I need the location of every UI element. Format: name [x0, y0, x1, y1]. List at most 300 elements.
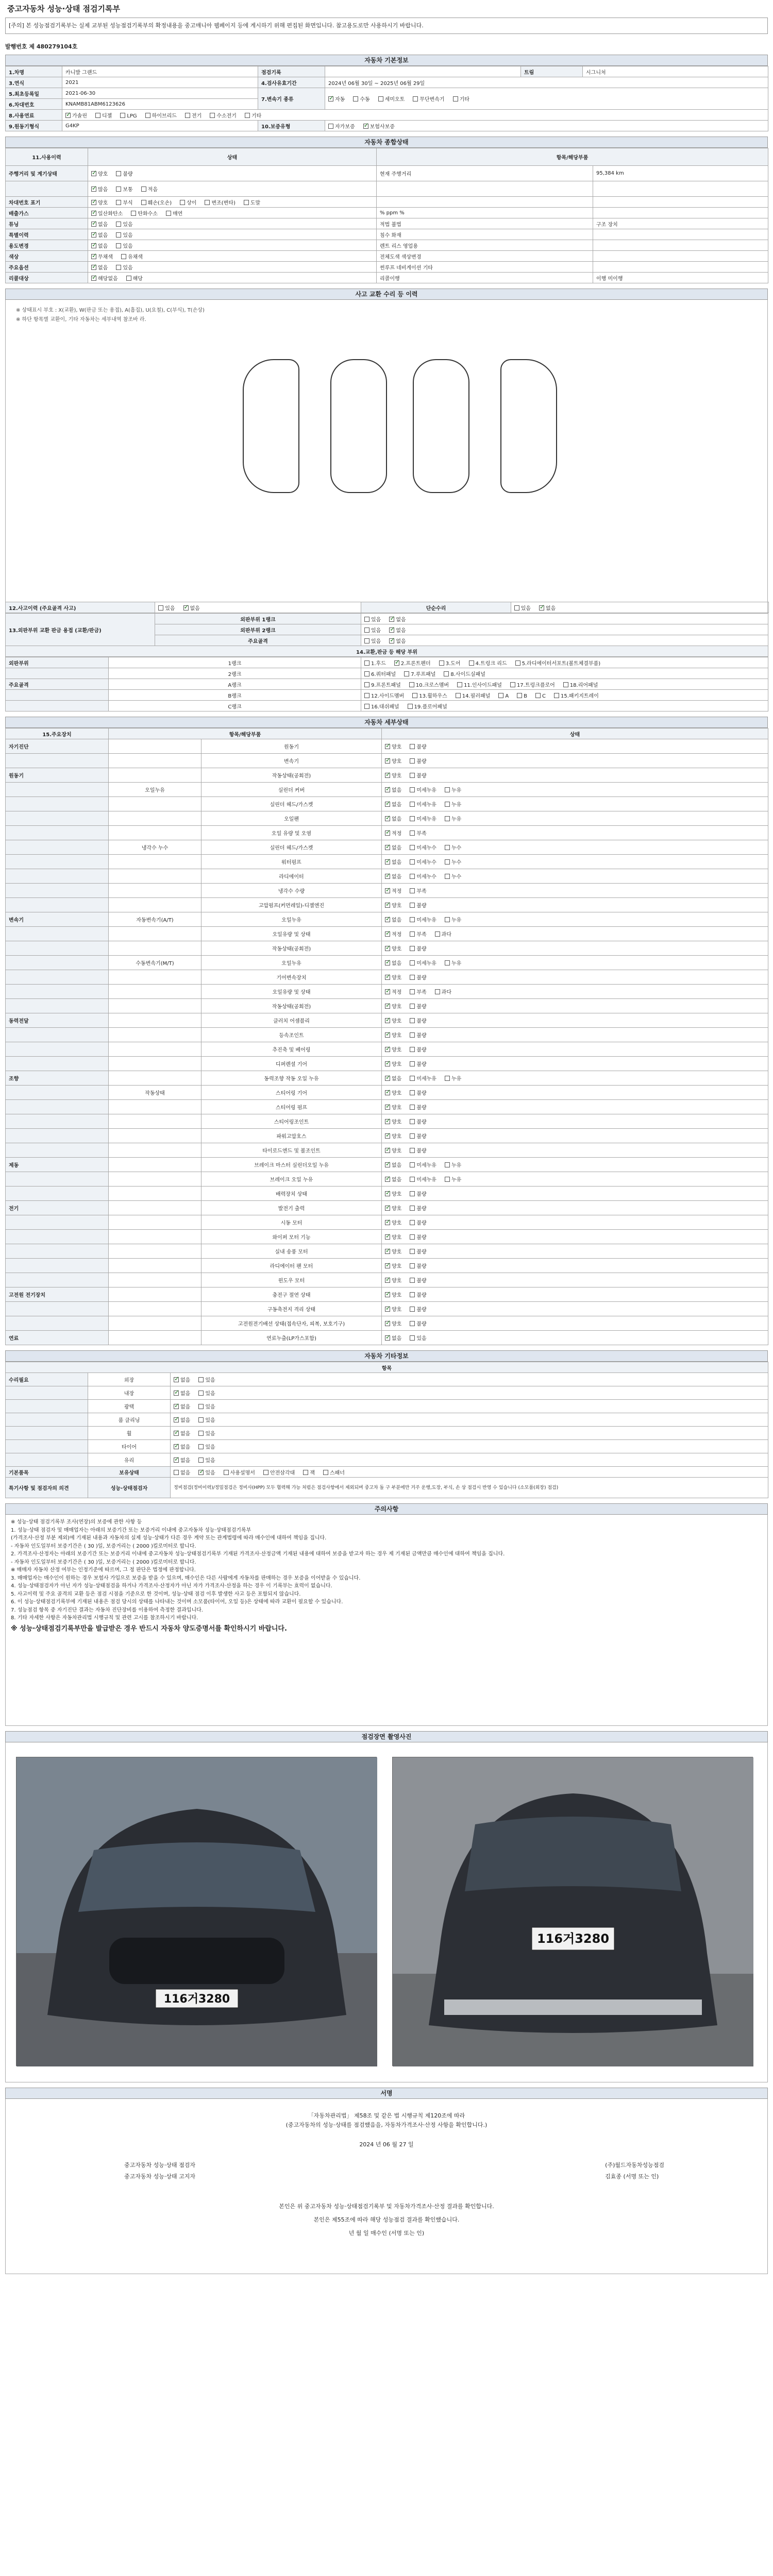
option-cell: 있음✓ 없음	[361, 635, 768, 646]
label: 외판부위 2랭크	[155, 624, 361, 635]
status-cell	[382, 1302, 768, 1316]
option[interactable]: 미세누수	[410, 872, 436, 880]
option[interactable]: 적음	[141, 185, 158, 193]
option[interactable]: ✓ 양호	[385, 1190, 401, 1197]
item-label: 내장	[88, 1386, 171, 1400]
label: 기본품목	[6, 1467, 88, 1478]
option[interactable]: ✓ 없음	[174, 1389, 190, 1397]
option[interactable]: 8.사이드실패널	[444, 670, 485, 677]
option[interactable]: ✓ 없음	[385, 959, 401, 967]
buyer-signature[interactable]: 년 월 일 매수인 (서명 또는 인)	[348, 2230, 425, 2236]
status-cell	[382, 811, 768, 826]
option[interactable]: ✓ 해당없음	[91, 274, 118, 282]
option[interactable]: 10.크로스멤버	[409, 681, 449, 688]
option[interactable]: ✓ 양호	[385, 771, 401, 779]
value-cell	[593, 262, 768, 273]
option[interactable]: ✓ 없음	[385, 872, 401, 880]
option[interactable]: ✓ 없음	[385, 843, 401, 851]
row-label: 차대번호 표기	[6, 197, 88, 208]
option[interactable]: ✓ 양호	[385, 944, 401, 952]
sign-text: 본인은 제55조에 따라 해당 성능점검 결과를 확인했습니다.	[313, 2216, 460, 2223]
option[interactable]: 불량	[410, 1305, 426, 1313]
option-cell	[88, 229, 377, 240]
option[interactable]: 불량	[410, 742, 426, 750]
option[interactable]: 무단변속기	[413, 95, 444, 103]
option[interactable]: ✓ 양호	[385, 1117, 401, 1125]
option[interactable]: 부족	[410, 829, 426, 837]
option[interactable]: 유채색	[121, 252, 143, 260]
option[interactable]: ✓ 일산화탄소	[91, 209, 123, 217]
table-row	[6, 1331, 768, 1345]
option[interactable]: 미세누수	[410, 858, 436, 866]
table-row	[6, 1201, 768, 1215]
option[interactable]: ✓ 적정	[385, 988, 401, 995]
option[interactable]: 있음	[198, 1376, 215, 1383]
option[interactable]: 16.대쉬패널	[364, 702, 399, 710]
item-label: 기어변속장치	[201, 970, 382, 985]
rank-label: C랭크	[109, 701, 361, 711]
option[interactable]: 불량	[410, 1233, 426, 1241]
item-label: 작동상태(공회전)	[201, 768, 382, 783]
group-label	[6, 941, 109, 956]
option-cell	[171, 1400, 768, 1413]
option[interactable]: 불량	[410, 973, 426, 981]
group-label: 전기	[6, 1201, 109, 1215]
option[interactable]: 부식	[116, 198, 132, 206]
option[interactable]: ✓ 양호	[385, 1132, 401, 1140]
option[interactable]: 불량	[410, 1002, 426, 1010]
option[interactable]: ✓ 양호	[385, 1218, 401, 1226]
item-label: 배력장치 상태	[201, 1187, 382, 1201]
sub-label	[109, 869, 201, 884]
group-label	[6, 840, 109, 855]
group-label	[6, 1400, 88, 1413]
option[interactable]: ✓ 없음	[174, 1402, 190, 1410]
option[interactable]: 5.라디에이터서포트(볼트체결부품)	[515, 659, 601, 667]
option-cell	[171, 1373, 768, 1386]
option[interactable]: 불량	[410, 1103, 426, 1111]
option[interactable]: 있음	[116, 263, 132, 271]
option[interactable]: ✓ 양호	[385, 901, 401, 909]
option[interactable]: 불량	[410, 1291, 426, 1298]
option[interactable]: 9.프론트패널	[364, 681, 401, 688]
item-label: 충전구 절연 상태	[201, 1287, 382, 1302]
table-row	[6, 1386, 768, 1400]
option[interactable]: ✓ 없음	[385, 1175, 401, 1183]
label: 점검기록	[258, 66, 325, 77]
option[interactable]: C	[535, 693, 546, 699]
label: 9.원동기형식	[6, 121, 62, 131]
option[interactable]: 불량	[410, 1276, 426, 1284]
option[interactable]: ✓ 가솔린	[65, 111, 87, 119]
table-row	[6, 1453, 768, 1467]
option[interactable]: 부족	[410, 887, 426, 894]
option[interactable]: 있음	[198, 1429, 215, 1437]
option[interactable]: 11.인사이드패널	[457, 681, 502, 688]
status-cell	[382, 1316, 768, 1331]
option[interactable]: 누유	[445, 959, 461, 967]
option[interactable]: 미세누유	[410, 1161, 436, 1168]
table-row	[6, 218, 768, 229]
option[interactable]: 누수	[445, 872, 461, 880]
option[interactable]: ✓ 없음	[385, 1334, 401, 1342]
inspector-values: (주)월드자동차성능점검 김효종 (서명 또는 인)	[605, 2162, 664, 2180]
table-row	[6, 1100, 768, 1114]
sub-label	[109, 768, 201, 783]
table-row	[6, 1273, 768, 1287]
option[interactable]: 불량	[410, 1190, 426, 1197]
item-label: 와이퍼 모터 기능	[201, 1230, 382, 1244]
option[interactable]: ✓ 무채색	[91, 252, 113, 260]
sub-label	[109, 970, 201, 985]
note-line: 1. 성능·상태 점검자 및 매매업자는 아래의 보증기간 또는 보증거리 이내에 중고자동차 성능·상태점검기록부	[11, 1527, 251, 1533]
option[interactable]: 불량	[410, 1089, 426, 1096]
sub-label	[109, 1057, 201, 1071]
option[interactable]: 19.플로어패널	[408, 702, 447, 710]
basic-items-options: 없음✓ 있음 사용설명서 안전삼각대 잭 스패너	[171, 1467, 768, 1478]
option[interactable]: ✓ 자동	[328, 95, 345, 103]
option[interactable]: ✓ 없음	[385, 916, 401, 923]
group-label	[6, 1413, 88, 1427]
option[interactable]: 하이브리드	[145, 111, 177, 119]
option[interactable]: 불량	[410, 757, 426, 765]
option[interactable]: ✓ 양호	[385, 1089, 401, 1096]
item-label: 유리	[88, 1453, 171, 1467]
sub-label	[109, 1114, 201, 1129]
table-row	[6, 1316, 768, 1331]
option[interactable]: 불량	[410, 1319, 426, 1327]
detail-cell: 썬루프 네비게이션 기타	[377, 262, 593, 273]
sub-label	[109, 1100, 201, 1114]
option[interactable]: ✓ 없음	[174, 1443, 190, 1450]
option[interactable]: 탄화수소	[131, 209, 158, 217]
option[interactable]: ✓ 양호	[385, 1002, 401, 1010]
option[interactable]: 세미오토	[378, 95, 405, 103]
option[interactable]: 보통	[116, 185, 132, 193]
group-label: 조향	[6, 1071, 109, 1086]
option-cell	[88, 251, 377, 262]
option[interactable]: 누유	[445, 800, 461, 808]
option[interactable]: 있음	[198, 1402, 215, 1410]
sub-label	[109, 1028, 201, 1042]
option[interactable]: 변조(변타)	[205, 198, 235, 206]
option[interactable]: 14.필러패널	[456, 691, 491, 699]
car-top-icon	[330, 359, 387, 493]
option[interactable]: ✓ 없음	[174, 1429, 190, 1437]
option[interactable]: ✓ 양호	[385, 1060, 401, 1067]
option[interactable]: 부족	[410, 988, 426, 995]
option[interactable]: 있음	[116, 242, 132, 249]
option[interactable]: ✓ 적정	[385, 887, 401, 894]
value: G4KP	[62, 121, 258, 131]
value-cell	[593, 240, 768, 251]
sub-label	[109, 739, 201, 754]
option[interactable]: 15.패키지트레이	[554, 691, 599, 699]
row-label: 특별이력	[6, 229, 88, 240]
group-label	[6, 1215, 109, 1230]
option[interactable]: ✓ 없음	[174, 1456, 190, 1464]
option[interactable]: ✓ 양호	[91, 170, 108, 177]
option[interactable]: 누수	[445, 858, 461, 866]
option[interactable]: 해당	[126, 274, 143, 282]
option[interactable]: 불량	[116, 170, 132, 177]
table-row	[6, 783, 768, 797]
option[interactable]: ✓ 양호	[385, 1305, 401, 1313]
car-side-right-icon	[500, 359, 557, 493]
option[interactable]: 미세누유	[410, 815, 436, 822]
option[interactable]: 상이	[180, 198, 196, 206]
option[interactable]: 누유	[445, 786, 461, 793]
option[interactable]: 있음	[410, 1334, 426, 1342]
option[interactable]: 누유	[445, 916, 461, 923]
option-cell: 있음✓ 없음	[361, 624, 768, 635]
option[interactable]: ✓ 보험사보증	[363, 122, 395, 130]
table-row	[6, 1129, 768, 1143]
option[interactable]: 있음	[198, 1456, 215, 1464]
option[interactable]: ✓ 없음	[91, 242, 108, 249]
sub-label	[109, 1316, 201, 1331]
option[interactable]: 있음	[198, 1389, 215, 1397]
option[interactable]: ✓ 양호	[385, 1233, 401, 1241]
group-label	[6, 956, 109, 970]
signature-area	[5, 2099, 768, 2274]
option[interactable]: ✓ 없음	[91, 231, 108, 239]
option[interactable]: ✓ 양호	[385, 1291, 401, 1298]
option[interactable]: 불량	[410, 901, 426, 909]
group-label	[6, 1100, 109, 1114]
option[interactable]: 훼손(오손)	[141, 198, 172, 206]
option[interactable]: 미세누유	[410, 916, 436, 923]
option[interactable]: 1.후드	[364, 659, 386, 667]
option[interactable]: ✓ 없음	[174, 1376, 190, 1383]
status-cell	[382, 826, 768, 840]
status-cell	[382, 1187, 768, 1201]
label: 13.외판부위 교환 판금 용접 (교환/판금)	[6, 614, 155, 646]
option[interactable]: ✓ 양호	[385, 1247, 401, 1255]
option[interactable]: ✓ 양호	[385, 742, 401, 750]
sub-label: 수동변속기(M/T)	[109, 956, 201, 970]
option[interactable]: 불량	[410, 1060, 426, 1067]
option[interactable]: ✓ 양호	[385, 1276, 401, 1284]
item-label: 오일누유	[201, 912, 382, 927]
option[interactable]: 누수	[445, 843, 461, 851]
option[interactable]: B	[517, 693, 527, 699]
sub-label	[109, 941, 201, 956]
group-label	[6, 797, 109, 811]
option-cell	[361, 668, 768, 679]
status-cell	[382, 1100, 768, 1114]
option[interactable]: ✓ 없음	[91, 263, 108, 271]
option[interactable]: ✓ 양호	[385, 1319, 401, 1327]
option[interactable]: ✓많음	[91, 185, 108, 193]
section-summary: 자동차 종합상태	[5, 137, 768, 148]
group-label: 동력전달	[6, 1013, 109, 1028]
option[interactable]: 누유	[445, 1161, 461, 1168]
option[interactable]: 누유	[445, 1074, 461, 1082]
option[interactable]: ✓ 없음	[91, 220, 108, 228]
option[interactable]: ✓ 없음	[385, 1074, 401, 1082]
status-cell	[382, 1273, 768, 1287]
note-line: 5. 사고이력 및 주요 골격의 교환 등은 점검 시점을 기준으로 한 것이며, 성능·상태 점검 이후 발생한 사고 등은 포함되지 않습니다.	[11, 1591, 301, 1597]
group-label	[6, 1172, 109, 1187]
inspector-labels: 중고자동차 성능·상태 점검자 중고자동차 성능·상태 고지자	[124, 2162, 196, 2180]
option[interactable]: ✓ 양호	[385, 1031, 401, 1039]
option[interactable]: 7.루프패널	[404, 670, 435, 677]
option[interactable]: LPG	[120, 113, 137, 119]
column-header: 상태	[88, 148, 377, 166]
option[interactable]: 자가보증	[328, 122, 355, 130]
item-label: 스티어링 펌프	[201, 1100, 382, 1114]
option[interactable]: ✓ 없음	[174, 1416, 190, 1423]
table-row	[6, 1244, 768, 1259]
option[interactable]: ✓ 2.프론트펜더	[394, 659, 431, 667]
value	[325, 66, 521, 77]
sub-label	[109, 1302, 201, 1316]
label: 4.검사유효기간	[258, 77, 325, 88]
table-row	[6, 768, 768, 783]
option[interactable]: 있음	[198, 1416, 215, 1423]
group-label	[6, 1057, 109, 1071]
table-row	[6, 797, 768, 811]
option[interactable]: 미세누유	[410, 1074, 436, 1082]
option[interactable]: 기타	[245, 111, 261, 119]
group-label	[6, 999, 109, 1013]
option[interactable]: ✓ 양호	[91, 198, 108, 206]
option[interactable]: 미세누유	[410, 959, 436, 967]
status-cell	[382, 797, 768, 811]
note-line: 8. 기타 자세한 사항은 자동차관리법 시행규칙 및 관련 고시를 참조하시기 바랍니다.	[11, 1615, 198, 1621]
option[interactable]: 과다	[435, 930, 451, 938]
row-label: 튜닝	[6, 218, 88, 229]
extra-table	[5, 1362, 768, 1498]
option[interactable]: ✓ 적정	[385, 930, 401, 938]
option[interactable]: 4.트렁크 리드	[469, 659, 507, 667]
option[interactable]: 디젤	[95, 111, 112, 119]
option[interactable]: 13.휠하우스	[412, 691, 447, 699]
option[interactable]: 17.트렁크플로어	[510, 681, 555, 688]
item-label: 변속기	[201, 754, 382, 768]
option-cell	[88, 166, 377, 181]
option[interactable]: ✓ 없음	[385, 786, 401, 793]
option[interactable]: ✓ 없음	[385, 1161, 401, 1168]
row-label: 주요옵션	[6, 262, 88, 273]
option[interactable]: 불량	[410, 944, 426, 952]
option[interactable]: 불량	[410, 1045, 426, 1053]
table-row	[6, 884, 768, 898]
option[interactable]: 18.리어패널	[563, 681, 598, 688]
table-row	[6, 1427, 768, 1440]
option[interactable]: 도말	[244, 198, 260, 206]
option[interactable]: 수동	[353, 95, 369, 103]
option[interactable]: 매연	[166, 209, 182, 217]
option[interactable]: 부족	[410, 930, 426, 938]
table-row	[6, 1172, 768, 1187]
option[interactable]: 불량	[410, 1218, 426, 1226]
status-cell	[382, 1244, 768, 1259]
note-line: ※ 성능·상태 점검기록부 조사(연장)의 보증에 관한 사항 등	[11, 1519, 142, 1525]
option[interactable]: 불량	[410, 1247, 426, 1255]
car-outlines	[243, 349, 573, 514]
table-row	[6, 1057, 768, 1071]
option[interactable]: ✓ 양호	[385, 1204, 401, 1212]
item-label: 구동축전지 격리 상태	[201, 1302, 382, 1316]
option[interactable]: 있음	[116, 231, 132, 239]
option[interactable]: 불량	[410, 1146, 426, 1154]
option[interactable]: ✓ 양호	[385, 1146, 401, 1154]
notes-body	[5, 1515, 768, 1726]
column-header: 11.사용이력	[6, 148, 88, 166]
car-rear-icon	[393, 1757, 753, 2066]
option-cell	[361, 690, 768, 701]
table-row	[6, 739, 768, 754]
option[interactable]: 6.쿼터패널	[364, 670, 396, 677]
option[interactable]: 불량	[410, 771, 426, 779]
option[interactable]: 과다	[435, 988, 451, 995]
option[interactable]: 불량	[410, 1204, 426, 1212]
option[interactable]: 불량	[410, 1132, 426, 1140]
option[interactable]: 기타	[453, 95, 469, 103]
option[interactable]: 미세누수	[410, 843, 436, 851]
option[interactable]: ✓ 양호	[385, 1262, 401, 1269]
option[interactable]: 있음	[198, 1443, 215, 1450]
sub-label: 냉각수 누수	[109, 840, 201, 855]
option[interactable]: 미세누유	[410, 786, 436, 793]
table-row	[6, 273, 768, 283]
option[interactable]: 12.사이드멤버	[364, 691, 404, 699]
item-label: 등속조인트	[201, 1028, 382, 1042]
status-cell	[382, 927, 768, 941]
option[interactable]: 누유	[445, 815, 461, 822]
table-row	[6, 1013, 768, 1028]
option[interactable]: 미세누유	[410, 1175, 436, 1183]
option[interactable]: 불량	[410, 1016, 426, 1024]
option[interactable]: 수소전기	[210, 111, 237, 119]
status-cell	[382, 1201, 768, 1215]
document-number: 발행번호 제 480279104호	[5, 43, 78, 50]
option[interactable]: 전기	[185, 111, 201, 119]
option[interactable]: 있음	[116, 220, 132, 228]
option[interactable]: ✓ 양호	[385, 973, 401, 981]
detail-cell: % ppm %	[377, 208, 593, 218]
option[interactable]: 미세누유	[410, 800, 436, 808]
front-photo	[16, 1757, 377, 2066]
label: 1.차명	[6, 66, 62, 77]
sub-label	[109, 999, 201, 1013]
sub-label	[109, 1143, 201, 1158]
option[interactable]: 불량	[410, 1031, 426, 1039]
option[interactable]: 불량	[410, 1117, 426, 1125]
option[interactable]: 누유	[445, 1175, 461, 1183]
label: 외판부위 1랭크	[155, 614, 361, 624]
table-row	[6, 166, 768, 181]
option[interactable]: ✓ 없음	[385, 800, 401, 808]
table-row	[6, 657, 768, 668]
option[interactable]: ✓ 양호	[385, 1045, 401, 1053]
option[interactable]: 불량	[410, 1262, 426, 1269]
option[interactable]: A	[498, 693, 509, 699]
option[interactable]: ✓ 양호	[385, 1103, 401, 1111]
option[interactable]: ✓ 없음	[385, 858, 401, 866]
item-label: 외장	[88, 1373, 171, 1386]
sub-label	[109, 1230, 201, 1244]
option[interactable]: ✓ 없음	[385, 815, 401, 822]
option-cell	[361, 701, 768, 711]
row-label: 주행거리 및 계기상태	[6, 166, 88, 181]
option[interactable]: 3.도어	[439, 659, 461, 667]
option[interactable]: ✓ 적정	[385, 829, 401, 837]
option[interactable]: ✓ 양호	[385, 1016, 401, 1024]
option[interactable]: ✓ 양호	[385, 757, 401, 765]
